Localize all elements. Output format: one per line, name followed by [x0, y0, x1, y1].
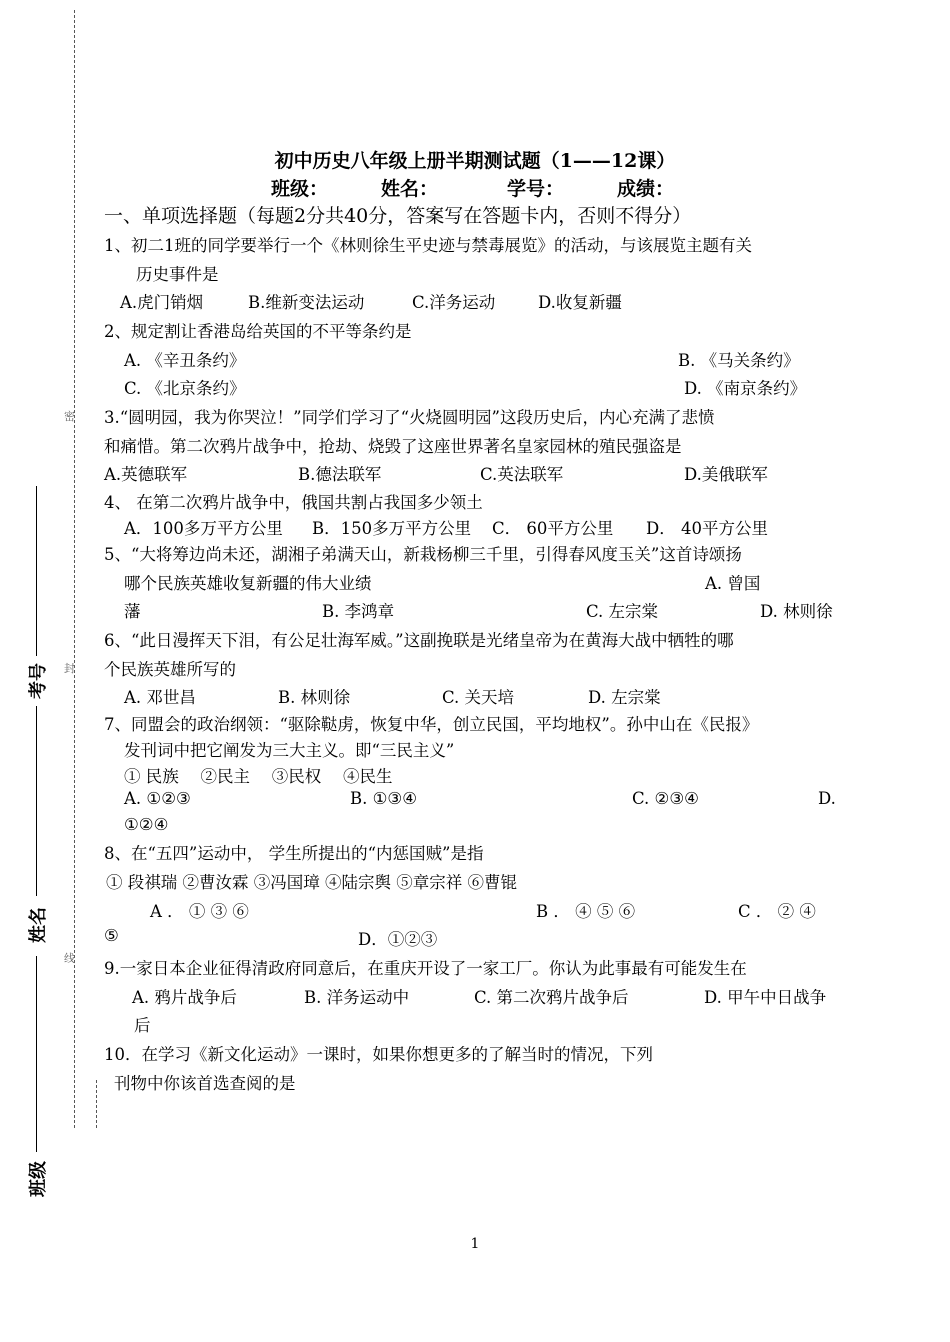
q6-option-a: A. 邓世昌 — [124, 688, 196, 707]
exam-title: 初中历史八年级上册半期测试题（1——12课） — [274, 150, 676, 172]
q7-items: ① 民族 ②民主 ③民权 ④民生 — [124, 767, 393, 786]
section-heading: 一、单项选择题（每题2分共40分，答案写在答题卡内，否则不得分） — [104, 205, 692, 227]
q9-option-d: D. 甲午中日战争 — [704, 988, 827, 1007]
q1-option-b: B.维新变法运动 — [248, 293, 365, 312]
question-1: 1、初二1班的同学要举行一个《林则徐生平史迹与禁毒展览》的活动，与该展览主题有关 — [104, 236, 752, 255]
q5-option-a: A. 曾国 — [705, 574, 761, 593]
question-3-cont: 和痛惜。第二次鸦片战争中，抢劫、烧毁了这座世界著名皇家园林的殖民强盗是 — [104, 437, 682, 456]
question-2: 2、规定割让香港岛给英国的不平等条约是 — [104, 322, 412, 341]
question-8: 8、在“五四”运动中， 学生所提出的“内惩国贼”是指 — [104, 844, 484, 863]
q7-option-d: D. — [818, 789, 836, 808]
seal-mark: 封 — [64, 662, 75, 675]
name-label: 姓名 — [28, 907, 49, 943]
page-number: 1 — [470, 1236, 480, 1252]
q2-option-c: C. 《北京条约》 — [124, 379, 246, 398]
q8-option-c-cont: ⑤ — [104, 926, 119, 945]
class-blank-line — [36, 956, 37, 1152]
q8-option-a: A ． ① ③ ⑥ — [150, 902, 249, 921]
question-10: 10．在学习《新文化运动》一课时，如果你想更多的了解当时的情况，下列 — [104, 1045, 653, 1064]
seal-mark: 线 — [64, 952, 75, 965]
q8-items: ① 段祺瑞 ②曹汝霖 ③冯国璋 ④陆宗舆 ⑤章宗祥 ⑥曹锟 — [106, 873, 517, 892]
q5-option-c: C. 左宗棠 — [586, 602, 659, 621]
question-9: 9.一家日本企业征得清政府同意后，在重庆开设了一家工厂。你认为此事最有可能发生在 — [104, 959, 747, 978]
score-field: 成绩： — [617, 178, 675, 200]
q1-option-c: C.洋务运动 — [412, 293, 496, 312]
q7-option-c: C. ②③④ — [632, 789, 699, 808]
q3-option-b: B.德法联军 — [298, 465, 382, 484]
q1-option-d: D.收复新疆 — [538, 293, 622, 312]
question-4: 4、 在第二次鸦片战争中，俄国共割占我国多少领土 — [104, 493, 483, 512]
q3-option-a: A.英德联军 — [104, 465, 188, 484]
q9-option-d-cont: 后 — [134, 1016, 151, 1035]
q8-option-c: C ． ② ④ — [738, 902, 816, 921]
q5-option-a-cont: 藩 — [124, 602, 141, 621]
q9-option-c: C. 第二次鸦片战争后 — [474, 988, 629, 1007]
q4-option-a: A．100多万平方公里 — [124, 519, 283, 538]
q3-option-d: D.美俄联军 — [684, 465, 768, 484]
q6-option-c: C. 关天培 — [442, 688, 515, 707]
class-label: 班级 — [28, 1161, 49, 1197]
question-7-cont: 发刊词中把它阐发为三大主义。即“三民主义” — [124, 741, 455, 760]
q5-option-b: B. 李鸿章 — [322, 602, 395, 621]
question-1-cont: 历史事件是 — [136, 265, 219, 284]
exam-number-blank-line — [36, 486, 37, 656]
question-10-cont: 刊物中你该首选查阅的是 — [114, 1074, 296, 1093]
question-3: 3.“圆明园，我为你哭泣！”同学们学习了“火烧圆明园”这段历史后，内心充满了悲愤 — [104, 408, 715, 427]
question-5: 5、“大将筹边尚未还，湖湘子弟满天山，新栽杨柳三千里，引得春风度玉关”这首诗颂扬 — [104, 545, 742, 564]
q7-option-a: A. ①②③ — [124, 789, 191, 808]
q3-option-c: C.英法联军 — [480, 465, 564, 484]
question-6-cont: 个民族英雄所写的 — [104, 660, 236, 679]
q4-option-d: D． 40平方公里 — [646, 519, 768, 538]
q2-option-a: A. 《辛丑条约》 — [124, 351, 246, 370]
q8-option-d: D．①②③ — [358, 930, 438, 949]
q6-option-d: D. 左宗棠 — [588, 688, 661, 707]
q4-option-c: C． 60平方公里 — [492, 519, 614, 538]
question-7: 7、同盟会的政治纲领：“驱除鞑虏，恢复中华，创立民国，平均地权”。孙中山在《民报》 — [104, 715, 759, 734]
q7-option-d-cont: ①②④ — [124, 815, 169, 834]
name-field: 姓名： — [381, 178, 439, 200]
q5-option-d: D. 林则徐 — [760, 602, 833, 621]
q9-option-b: B. 洋务运动中 — [304, 988, 410, 1007]
seal-mark: 密 — [64, 410, 75, 423]
exam-number-label: 考号 — [28, 663, 49, 699]
q9-option-a: A. 鸦片战争后 — [132, 988, 237, 1007]
q6-option-b: B. 林则徐 — [278, 688, 351, 707]
student-id-field: 学号： — [507, 178, 565, 200]
q2-option-b: B. 《马关条约》 — [678, 351, 800, 370]
q4-option-b: B．150多万平方公里 — [312, 519, 472, 538]
binding-dashed-line-inner — [96, 1080, 97, 1128]
q1-option-a: A.虎门销烟 — [120, 293, 204, 312]
question-6: 6、“此日漫挥天下泪，有公足壮海军威。”这副挽联是光绪皇帝为在黄海大战中牺牲的哪 — [104, 631, 734, 650]
q8-option-b: B ． ④ ⑤ ⑥ — [536, 902, 636, 921]
class-field: 班级： — [271, 178, 329, 200]
q7-option-b: B. ①③④ — [350, 789, 417, 808]
q2-option-d: D. 《南京条约》 — [684, 379, 807, 398]
question-5-cont: 哪个民族英雄收复新疆的伟大业绩 — [124, 574, 372, 593]
name-blank-line — [36, 706, 37, 896]
